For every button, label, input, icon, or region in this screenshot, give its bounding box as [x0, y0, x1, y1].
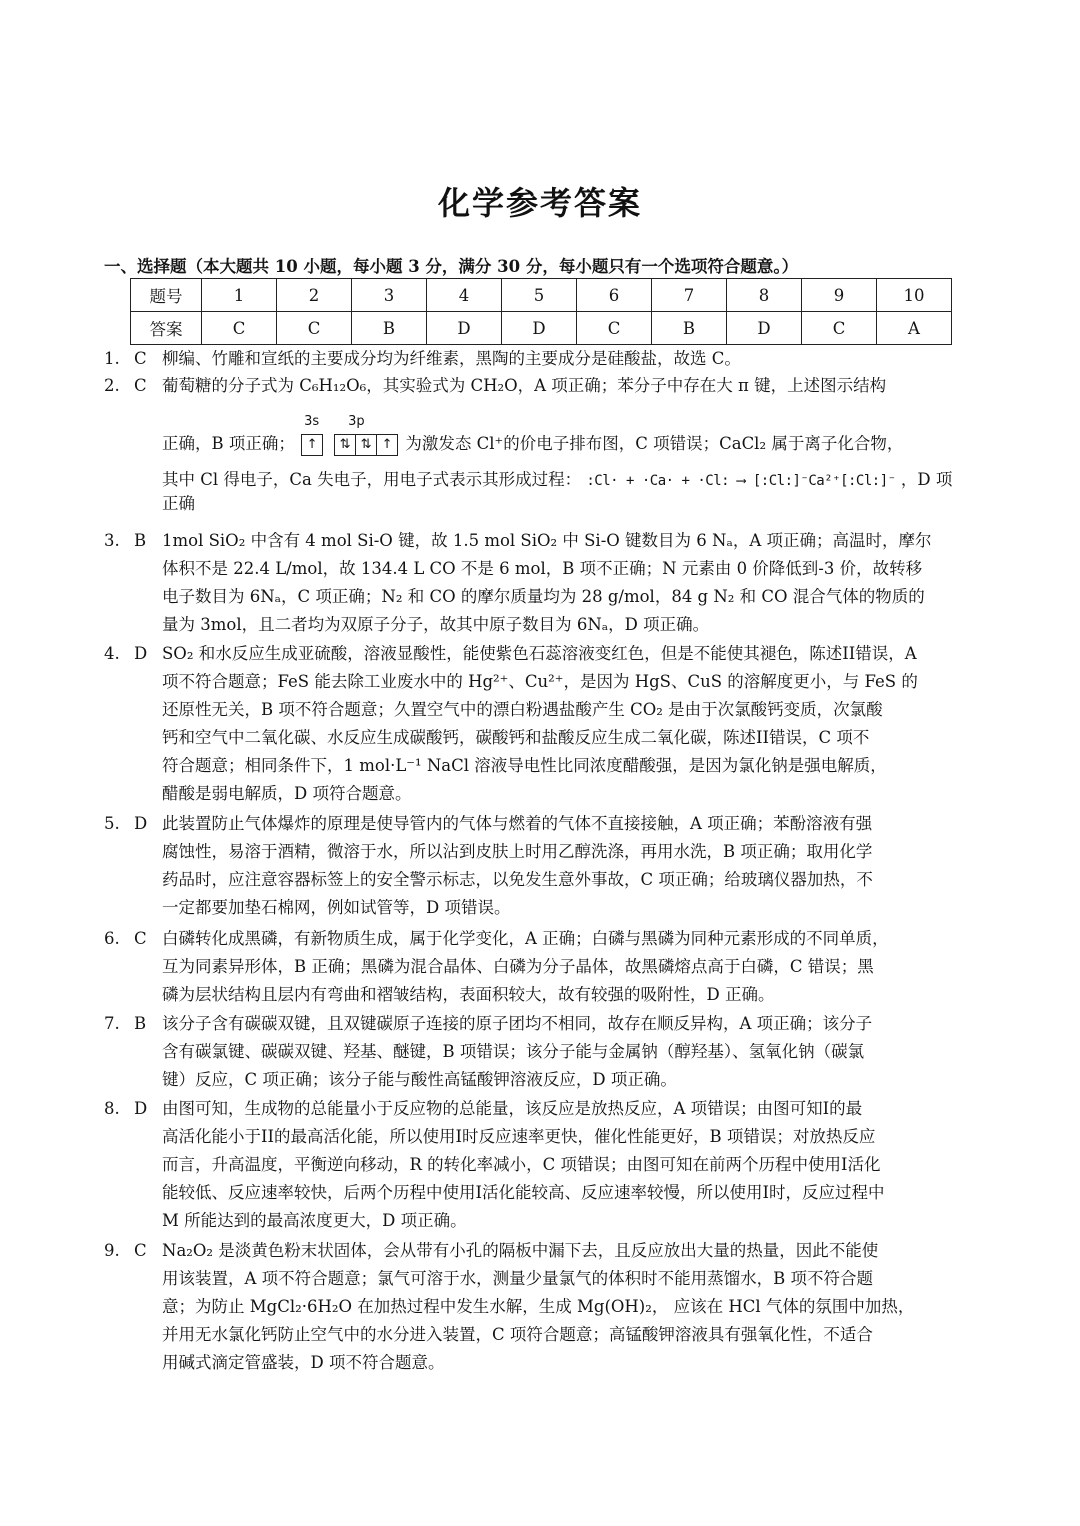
- explanation-line: 互为同素异形体，B 正确；黑磷为混合晶体、白磷为分子晶体，故黑磷熔点高于白磷，C 错误；黑: [162, 957, 874, 976]
- question-answer: D: [134, 814, 148, 833]
- question-answer: B: [134, 531, 147, 550]
- question-explanation: [162, 1237, 1042, 1377]
- explanation-line: 用该装置，A 项不符合题意；氯气可溶于水，测量少量氯气的体积时不能用蒸馏水，B 项不符合题: [162, 1269, 874, 1288]
- orbital-diagram: [302, 413, 398, 456]
- question-number: 6.: [104, 929, 120, 948]
- table-cell: 8: [727, 279, 802, 312]
- explanation-line: 白磷转化成黑磷，有新物质生成，属于化学变化，A 正确；白磷与黑磷为同种元素形成的不同单质，: [162, 929, 889, 948]
- explanation-line: 钙和空气中二氧化碳、水反应生成碳酸钙，碳酸钙和盐酸反应生成二氧化碳，陈述II错误，C 项不: [162, 728, 870, 747]
- explanation-line: 由图可知，生成物的总能量小于反应物的总能量，该反应是放热反应，A 项错误；由图可知I的最: [162, 1099, 863, 1118]
- explanation-line: 含有碳氯键、碳碳双键、羟基、醚键，B 项错误；该分子能与金属钠（醇羟基）、氢氧化钠（碳氯: [162, 1042, 865, 1061]
- question-explanation: [162, 527, 1042, 639]
- explanation-line: [162, 466, 1042, 494]
- table-cell: 5: [502, 279, 577, 312]
- explanation-line: 还原性无关，B 项不符合题意；久置空气中的漂白粉遇盐酸产生 CO₂ 是由于次氯酸钙变质，次氯酸: [162, 700, 883, 719]
- table-cell: B: [652, 312, 727, 345]
- section-heading: 一、选择题（本大题共 10 小题，每小题 3 分，满分 30 分，每小题只有一个选项符合题意。）: [104, 257, 799, 276]
- explanation-line: 该分子含有碳碳双键，且双键碳原子连接的原子团均不相同，故存在顺反异构，A 项正确；该分子: [162, 1014, 873, 1033]
- orbital-label-3p: 3p: [348, 413, 365, 429]
- question-number: 5.: [104, 814, 120, 833]
- explanation-line: 醋酸是弱电解质，D 项符合题意。: [162, 784, 412, 803]
- table-cell: D: [427, 312, 502, 345]
- explanation-text: ，D 项: [900, 470, 953, 489]
- table-cell: 6: [577, 279, 652, 312]
- explanation-line: 此装置防止气体爆炸的原理是使导管内的气体与燃着的气体不直接接触，A 项正确；苯酚溶液有强: [162, 814, 873, 833]
- row-label-number: 题号: [131, 279, 202, 312]
- orbital-box: ↑: [376, 434, 398, 456]
- explanation-line: 高活化能小于II的最高活化能，所以使用I时反应速率更快，催化性能更好，B 项错误；对放热反应: [162, 1127, 876, 1146]
- table-cell: C: [577, 312, 652, 345]
- question-number: 3.: [104, 531, 120, 550]
- table-cell: 9: [802, 279, 877, 312]
- orbital-box: ⇅: [334, 434, 356, 456]
- question-explanation: [162, 925, 1042, 1009]
- table-cell: 3: [352, 279, 427, 312]
- explanation-line: 意；为防止 MgCl₂·6H₂O 在加热过程中发生水解，生成 Mg(OH)₂， 应该在 HCl 气体的氛围中加热，: [162, 1297, 915, 1316]
- table-row-numbers: [131, 279, 952, 312]
- question-answer: C: [134, 929, 147, 948]
- orbital-label-3s: 3s: [304, 413, 320, 429]
- explanation-line: 正确: [162, 494, 195, 513]
- table-cell: 4: [427, 279, 502, 312]
- orbital-box: ⇅: [355, 434, 377, 456]
- explanation-line: 键）反应，C 项正确；该分子能与酸性高锰酸钾溶液反应，D 项正确。: [162, 1070, 677, 1089]
- explanation-line: 符合题意；相同条件下，1 mol·L⁻¹ NaCl 溶液导电性比同浓度醋酸强，是因为氯化钠是强电解质，: [162, 756, 887, 775]
- explanation-line: 葡萄糖的分子式为 C₆H₁₂O₆，其实验式为 CH₂O，A 项正确；苯分子中存在大 π 键，上述图示结构: [162, 376, 887, 395]
- explanation-line: 用碱式滴定管盛装，D 项不符合题意。: [162, 1353, 445, 1372]
- question-explanation: [162, 1095, 1042, 1235]
- table-cell: 2: [277, 279, 352, 312]
- table-cell: 1: [202, 279, 277, 312]
- question-answer: C: [134, 376, 147, 395]
- row-label-answer: 答案: [131, 312, 202, 345]
- question-answer: C: [134, 1241, 147, 1260]
- question-answer: C: [134, 349, 147, 368]
- explanation-line: 1mol SiO₂ 中含有 4 mol Si-O 键，故 1.5 mol SiO₂ 中 Si-O 键数目为 6 Nₐ，A 项正确；高温时，摩尔: [162, 531, 932, 550]
- question-explanation: [162, 1010, 1042, 1094]
- table-cell: B: [352, 312, 427, 345]
- explanation-line: M 所能达到的最高浓度更大，D 项正确。: [162, 1211, 467, 1230]
- explanation-line: [162, 413, 1042, 458]
- question-number: 9.: [104, 1241, 120, 1260]
- question-explanation: [162, 810, 1042, 922]
- explanation-line: 能较低、反应速率较快，后两个历程中使用I活化能较高、反应速率较慢，所以使用I时，反应过程中: [162, 1183, 885, 1202]
- explanation-line: 而言，升高温度，平衡逆向移动，R 的转化率减小，C 项错误；由图可知在前两个历程中使用I活化: [162, 1155, 881, 1174]
- question-explanation: [162, 372, 1042, 518]
- question-explanation: [162, 640, 1042, 808]
- explanation-line: 一定都要加垫石棉网，例如试管等，D 项错误。: [162, 898, 511, 917]
- table-cell: C: [802, 312, 877, 345]
- explanation-line: 腐蚀性，易溶于酒精，微溶于水，所以沾到皮肤上时用乙醇洗涤，再用水洗，B 项正确；取用化学: [162, 842, 873, 861]
- question-answer: B: [134, 1014, 147, 1033]
- table-cell: C: [277, 312, 352, 345]
- question-explanation: [162, 345, 1042, 373]
- explanation-text: 正确，B 项正确；: [162, 434, 295, 453]
- explanation-line: 项不符合题意；FeS 能去除工业废水中的 Hg²⁺、Cu²⁺，是因为 HgS、CuS 的溶解度更小，与 FeS 的: [162, 672, 918, 691]
- explanation-line: 量为 3mol，且二者均为双原子分子，故其中原子数目为 6Nₐ，D 项正确。: [162, 615, 710, 634]
- table-cell: 7: [652, 279, 727, 312]
- explanation-line: Na₂O₂ 是淡黄色粉末状固体，会从带有小孔的隔板中漏下去，且反应放出大量的热量，因此不能使: [162, 1241, 879, 1260]
- explanation-text: 其中 Cl 得电子，Ca 失电子，用电子式表示其形成过程：: [162, 470, 582, 489]
- question-answer: D: [134, 1099, 148, 1118]
- explanation-text: 为激发态 Cl⁺的价电子排布图，C 项错误；CaCl₂ 属于离子化合物，: [405, 434, 904, 453]
- explanation-line: 并用无水氯化钙防止空气中的水分进入装置，C 项符合题意；高锰酸钾溶液具有强氧化性，不适合: [162, 1325, 873, 1344]
- question-number: 4.: [104, 644, 120, 663]
- table-cell: 10: [877, 279, 952, 312]
- question-number: 1.: [104, 349, 120, 368]
- table-cell: C: [202, 312, 277, 345]
- explanation-line: 电子数目为 6Nₐ，C 项正确；N₂ 和 CO 的摩尔质量均为 28 g/mol，84 g N₂ 和 CO 混合气体的物质的: [162, 587, 925, 606]
- page-title: 化学参考答案: [437, 184, 642, 222]
- explanation-line: 磷为层状结构且层内有弯曲和褶皱结构，表面积较大，故有较强的吸附性，D 正确。: [162, 985, 775, 1004]
- explanation-line: 药品时，应注意容器标签上的安全警示标志，以免发生意外事故，C 项正确；给玻璃仪器加热，不: [162, 870, 873, 889]
- question-number: 2.: [104, 376, 120, 395]
- question-number: 7.: [104, 1014, 120, 1033]
- explanation-line: 体积不是 22.4 L/mol，故 134.4 L CO 不是 6 mol，B 项不正确；N 元素由 0 价降低到-3 价，故转移: [162, 559, 923, 578]
- table-cell: D: [502, 312, 577, 345]
- question-number: 8.: [104, 1099, 120, 1118]
- table-row-answers: [131, 312, 952, 345]
- answer-table: [130, 278, 952, 345]
- explanation-line: 柳编、竹雕和宣纸的主要成分均为纤维素，黑陶的主要成分是硅酸盐，故选 C。: [162, 349, 741, 368]
- question-answer: D: [134, 644, 148, 663]
- orbital-box: ↑: [301, 434, 323, 456]
- table-cell: A: [877, 312, 952, 345]
- table-cell: D: [727, 312, 802, 345]
- explanation-line: SO₂ 和水反应生成亚硫酸，溶液显酸性，能使紫色石蕊溶液变红色，但是不能使其褪色，陈述II错误，A: [162, 644, 917, 663]
- electron-formula: :Cl· + ·Ca· + ·Cl: ⟶ [:Cl:]⁻Ca²⁺[:Cl:]⁻: [586, 473, 896, 489]
